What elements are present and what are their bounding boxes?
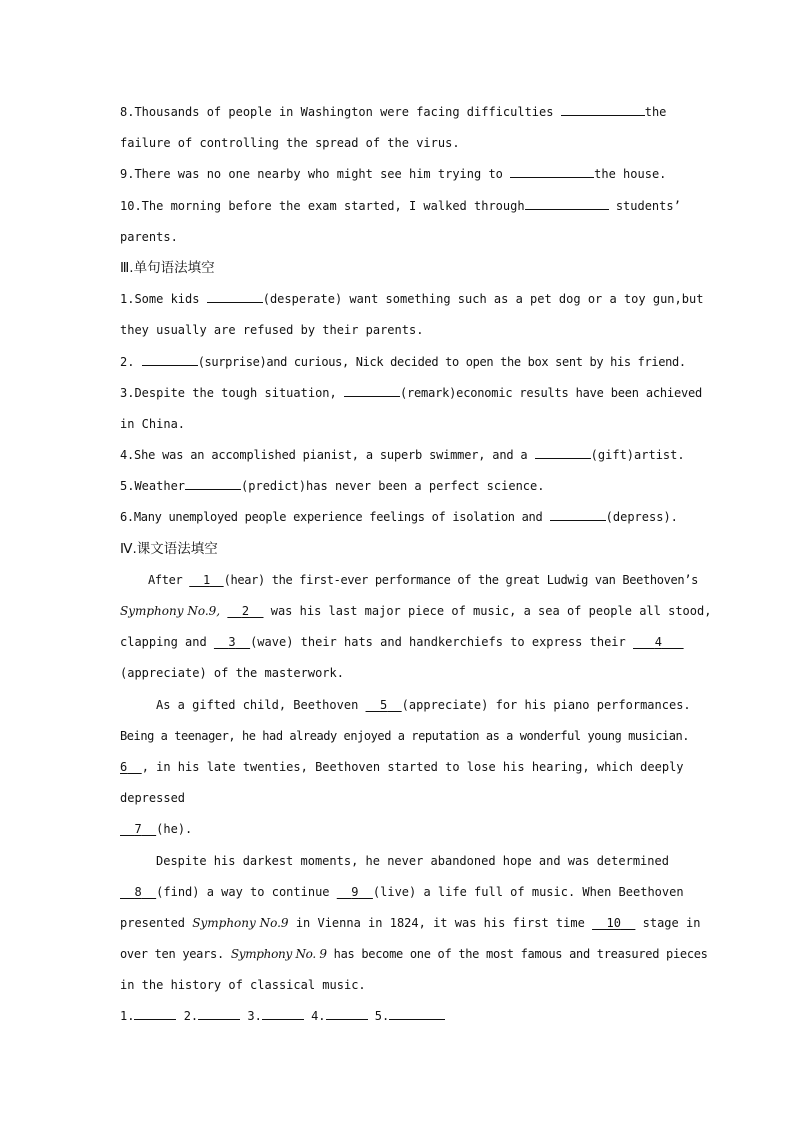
question-9-blank[interactable] [510,164,594,178]
symphony-title-2: Symphony No.9 [192,915,289,930]
p2-text-a: As a gifted child, Beethoven [156,697,359,712]
answer-3-label: 3. [247,1009,262,1024]
blank-9-number: 9 [351,884,359,899]
answer-4-blank[interactable] [326,1006,368,1020]
s3-q3-text-end: (remark)economic results have been achieved [399,385,703,400]
blank-6-number: 6 [120,759,128,774]
p3-text-f: over ten years. [120,947,224,962]
p3-text-a: (find) a way to continue [156,884,330,899]
passage-p1-line-2 [120,596,712,627]
p1-text-c: was his last major piece of music, a sea of people all stood, [270,604,712,618]
p2-text-b: (appreciate) for his piano performances. [401,697,691,712]
answer-1-label: 1. [120,1009,135,1024]
question-9-text-end: the house. [594,167,667,182]
s3-question-2-line [120,347,686,378]
question-8-blank[interactable] [561,102,645,116]
blank-5[interactable] [366,698,402,712]
p1-text-b: (hear) the first-ever performance of the great Ludwig van Beethoven’s [223,572,698,587]
blank-2-number: 2 [241,604,250,618]
s3-q4-text: 4.She was an accomplished pianist, a superb swimmer, and a [120,448,528,463]
passage-p2-line-1 [120,690,691,721]
passage-p3-line-3 [120,908,701,939]
p1-text-d: clapping and [120,635,207,650]
p3-text-d: in Vienna in 1824, it was his first time [295,915,585,930]
answer-1-blank[interactable] [134,1006,176,1020]
section-4-heading: Ⅳ.课文语法填空 [120,540,218,557]
section-3-heading: Ⅲ.单句语法填空 [120,259,215,276]
s3-q6-text: 6.Many unemployed people experience feelings of isolation and [120,510,543,525]
question-8-text-end: the [644,105,667,119]
blank-8[interactable] [120,885,156,899]
blank-10-number: 10 [606,915,621,930]
question-10-blank[interactable] [525,196,609,210]
passage-p3-line-2 [120,877,684,908]
answer-4-label: 4. [311,1009,326,1024]
question-8-line-2: failure of controlling the spread of the virus. [120,136,460,151]
s3-q5-text-end: (predict)has never been a perfect science. [241,479,545,494]
p2-text-d: (he). [156,822,193,837]
p3-text-e: stage in [642,915,701,930]
worksheet-page [120,97,712,1033]
blank-1-number: 1 [203,572,210,587]
blank-7-number: 7 [134,822,142,837]
passage-p3-line-5: in the history of classical music. [120,978,366,993]
s3-q5-text: 5.Weather [120,479,186,494]
question-10-text: 10.The morning before the exam started, I walked through [120,198,525,213]
question-9-text: 9.There was no one nearby who might see him trying to [120,167,503,182]
passage-p1-line-1 [120,565,698,596]
blank-9[interactable] [337,885,373,899]
passage-p2-line-2: Being a teenager, he had already enjoyed a reputation as a wonderful young musician. [120,728,690,743]
answer-2-blank[interactable] [198,1006,240,1020]
blank-2[interactable] [227,604,263,618]
p3-text-b: (live) a life full of music. When Beethoven [372,884,684,899]
s3-q4-text-end: (gift)artist. [590,448,685,463]
s3-q1-blank[interactable] [207,289,263,303]
answer-5-label: 5. [374,1009,390,1024]
p3-text-g: has become one of the most famous and treasured pieces [333,947,708,962]
p3-text-c: presented [120,915,186,930]
s3-q5-blank[interactable] [185,476,241,490]
blank-3[interactable] [214,635,250,649]
s3-q3-blank[interactable] [344,383,400,397]
p1-text-a: After [148,572,183,587]
s3-q2-text-end: (surprise)and curious, Nick decided to open the box sent by his friend. [197,354,686,369]
question-10-line-1 [120,191,681,222]
s3-question-6-line [120,502,676,533]
s3-q3-text: 3.Despite the tough situation, [120,385,337,400]
blank-6[interactable] [120,760,142,774]
question-10-text-end: students’ [615,198,681,213]
question-9-line [120,159,676,190]
p1-text-e: (wave) their hats and handkerchiefs to express their [250,635,626,650]
blank-5-number: 5 [379,697,388,712]
passage-p1-line-3 [120,627,676,658]
s3-question-3-line-1 [120,378,703,409]
s3-question-5-line [120,471,676,502]
passage-p3-line-1: Despite his darkest moments, he never abandoned hope and was determined [156,853,669,868]
s3-q6-blank[interactable] [550,507,606,521]
s3-q4-blank[interactable] [535,445,591,459]
question-8-text: 8.Thousands of people in Washington were facing difficulties [120,105,554,119]
answer-3-blank[interactable] [262,1006,304,1020]
question-8-line-1 [120,97,676,128]
s3-q2-text: 2. [120,354,135,369]
passage-p2-line-4: depressed [120,791,186,806]
blank-4-number: 4 [654,635,662,650]
question-10-line-2: parents. [120,229,178,244]
answer-5-blank[interactable] [389,1006,445,1020]
blank-10[interactable] [592,916,635,930]
s3-q1-text: 1.Some kids [120,292,200,307]
symphony-title-3: Symphony No. 9 [230,947,327,962]
blank-1[interactable] [189,573,223,587]
s3-question-1-line-2: they usually are refused by their parents. [120,323,424,338]
s3-question-3-line-2: in China. [120,416,186,431]
blank-3-number: 3 [228,635,236,650]
s3-question-4-line [120,440,685,471]
symphony-title-1: Symphony No.9, [120,604,221,618]
s3-q1-text-end: (desperate) want something such as a pet dog or a toy gun,but [262,292,704,307]
blank-7[interactable] [120,822,156,836]
s3-q2-blank[interactable] [142,352,198,366]
blank-4[interactable] [633,635,684,649]
answer-line [120,1001,676,1032]
blank-8-number: 8 [134,884,142,899]
p2-text-c: , in his late twenties, Beethoven started to lose his hearing, which deeply [141,759,684,774]
passage-p3-line-4 [120,939,708,970]
passage-p2-line-3 [120,752,684,783]
passage-p2-line-5 [120,814,676,845]
s3-question-1-line-1 [120,284,704,315]
passage-p1-line-4: (appreciate) of the masterwork. [120,666,344,681]
s3-q6-text-end: (depress). [605,510,678,525]
answer-2-label: 2. [183,1009,199,1024]
